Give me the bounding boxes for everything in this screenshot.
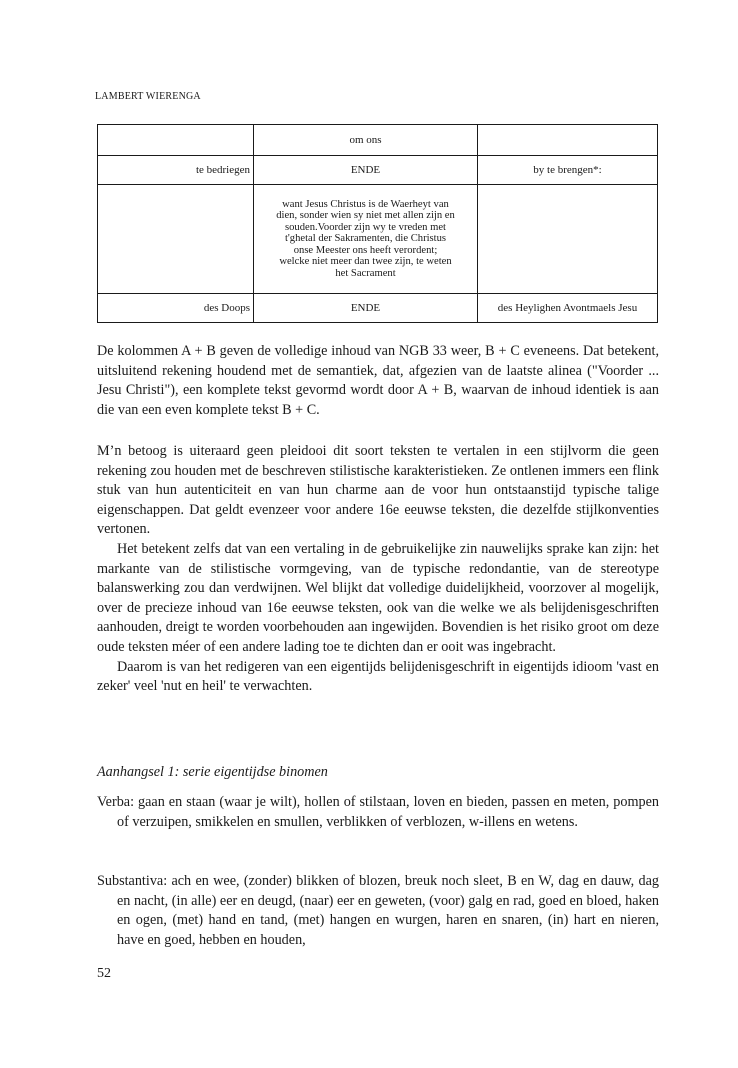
cell-c (478, 125, 658, 156)
paragraph: Daarom is van het redigeren van een eigentijds belijdenisgeschrift in eigentijds idioom 'vast en zeker' veel 'nut en heil' te verwachten. (97, 658, 659, 695)
substantiva-entry: Substantiva: ach en wee, (zonder) blikken of blozen, breuk noch sleet, B en W, dag en dauw, dag en nacht, (in alle) eer en deugd, (naar) eer en geweten, (voor) galg en rad, goed en bloed, haken en ogen, (met) hand en tand, (met) hangen en wurgen, haren en snaren, (in) hart en nieren, have en goed, hebben en houden, (97, 873, 659, 948)
cell-b: ENDE (254, 156, 478, 185)
paragraph-block-1 (97, 342, 659, 420)
cell-c (478, 185, 658, 294)
cell-line: dien, sonder wien sy niet met allen zijn en (276, 210, 455, 222)
cell-line: souden.Voorder zijn wy te vreden met (284, 221, 447, 233)
cell-line: t'ghetal der Sakramenten, die Christus (284, 233, 447, 245)
table-row (98, 125, 658, 156)
running-head: LAMBERT WIERENGA (95, 91, 201, 102)
cell-a: des Doops (98, 294, 254, 323)
cell-line: welcke niet meer dan twee zijn, te weten (279, 256, 452, 268)
synopsis-table (97, 124, 658, 323)
page-number: 52 (97, 966, 111, 981)
paragraph: De kolommen A + B geven de volledige inhoud van NGB 33 weer, B + C eveneens. Dat betekent, uitsluitend rekening houdend met de semantiek, dat, afgezien van de laatste alinea ("Voorder ... Jesu Christi"), een komplete tekst gevormd wordt door A + B, waarvan de inhoud identiek is aan die van een even komplete tekst B + C. (97, 343, 659, 418)
table-row (98, 294, 658, 323)
paragraph: Het betekent zelfs dat van een vertaling in de gebruikelijke zin nauwelijks sprake kan zijn: het markante van de stilistische vormgeving, van de typische redondantie, van de stereotype balanswerking zou dan verdwijnen. Wel blijkt dat volledige duidelijkheid, voorzover al mogelijk, over de precieze inhoud van 16e eeuwse teksten, ook van die welke we als belijdenisgeschriften aanhouden, dreigt te worden voorbehouden aan ingewijden. Bovendien is het risiko groot om deze oude teksten méer of een andere lading toe te dichten dan er ooit was ingebracht. (97, 540, 659, 655)
cell-a: te bedriegen (98, 156, 254, 185)
paragraph: M’n betoog is uiteraard geen pleidooi dit soort teksten te vertalen in een stijlvorm die geen rekening zou houden met de beschreven stilistische karakteristieken. Ze ontlenen immers een flink stuk van hun autenticiteit en van hun charme aan de voor hun ontstaanstijd typische talige eigenschappen. Dat geldt evenzeer voor andere 16e eeuwse teksten, die dezelfde stijlkonventies vertonen. (97, 443, 659, 538)
table-row (98, 156, 658, 185)
appendix-heading: Aanhangsel 1: serie eigentijdse binomen (97, 764, 328, 780)
verba-entry: Verba: gaan en staan (waar je wilt), hollen of stilstaan, loven en bieden, passen en meten, pompen of verzuipen, smikkelen en smullen, verblikken of verblozen, w-illens en wetens. (97, 794, 659, 830)
cell-a (98, 125, 254, 156)
table-row (98, 185, 658, 294)
cell-a (98, 185, 254, 294)
cell-b: om ons (254, 125, 478, 156)
cell-line: want Jesus Christus is de Waerheyt van (282, 199, 449, 211)
cell-c: des Heylighen Avontmaels Jesu (478, 294, 658, 323)
cell-line: het Sacrament (335, 267, 396, 279)
cell-b-text (254, 185, 478, 294)
cell-c: by te brengen*: (478, 156, 658, 185)
cell-line: onse Meester ons heeft verordent; (293, 244, 438, 256)
paragraph-block-2 (97, 442, 659, 697)
cell-b: ENDE (254, 294, 478, 323)
